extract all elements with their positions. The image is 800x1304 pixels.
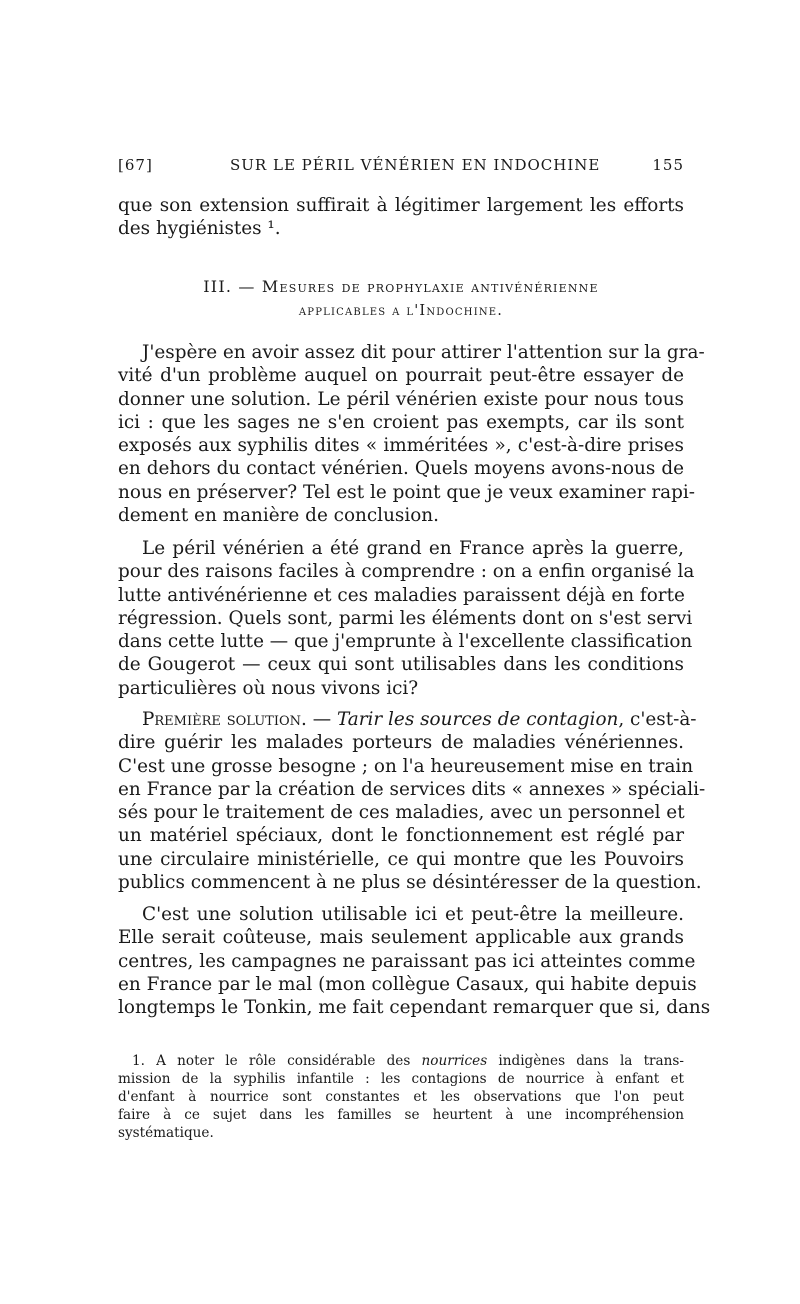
footnote bbox=[118, 1052, 684, 1142]
text-line: en France par le mal (mon collègue Casaux, qui habite depuis bbox=[118, 973, 697, 995]
paragraph-4 bbox=[118, 903, 711, 1019]
text-line: pour des raisons faciles à comprendre : on a enfin organisé la bbox=[118, 561, 695, 583]
text-line: publics commencent à ne plus se désintéresser de la question. bbox=[118, 872, 702, 894]
text-line: régression. Quels sont, parmi les éléments dont on s'est servi bbox=[118, 607, 693, 629]
footnote-line: 1. A noter le rôle considérable des nourrices indigènes dans la trans- bbox=[132, 1053, 684, 1069]
text-line: des hygiénistes ¹. bbox=[118, 218, 281, 240]
footnote-line: faire à ce sujet dans les familles se heurtent à une incompréhension bbox=[118, 1107, 684, 1123]
text-line: longtemps le Tonkin, me fait cependant remarquer que si, dans bbox=[118, 997, 711, 1019]
page-number: 155 bbox=[652, 156, 684, 174]
text-line: nous en préserver? Tel est le point que je veux examiner rapi- bbox=[118, 481, 696, 503]
text-line: lutte antivénérienne et ces maladies paraissent déjà en forte bbox=[118, 584, 685, 606]
text-line: Première solution. — Tarir les sources de contagion, c'est-à- bbox=[142, 709, 697, 730]
footnote-line: mission de la syphilis infantile : les contagions de nourrice à enfant et bbox=[118, 1071, 684, 1087]
text-line: dans cette lutte — que j'emprunte à l'excellente classification bbox=[118, 631, 693, 653]
text-line: de Gougerot — ceux qui sont utilisables dans les conditions bbox=[118, 654, 684, 676]
text-line: donner une solution. Le péril vénérien existe pour nous tous bbox=[118, 388, 684, 410]
solution-title: Tarir les sources de contagion bbox=[336, 709, 619, 730]
text-line: exposés aux syphilis dites « imméritées », c'est-à-dire prises bbox=[118, 435, 684, 457]
footnote-line: systématique. bbox=[118, 1125, 214, 1141]
text-line: Le péril vénérien a été grand en France après la guerre, bbox=[142, 538, 684, 559]
text-line: un matériel spéciaux, dont le fonctionnement est réglé par bbox=[118, 825, 684, 847]
text-line: que son extension suffirait à légitimer largement les efforts bbox=[118, 195, 684, 216]
text-line: sés pour le traitement de ces maladies, avec un personnel et bbox=[118, 802, 685, 824]
text-line: en dehors du contact vénérien. Quels moyens avons-nous de bbox=[118, 458, 684, 480]
section-heading bbox=[118, 274, 684, 324]
solution-label: Première solution. bbox=[142, 709, 307, 730]
text-line: C'est une solution utilisable ici et peut-être la meilleure. bbox=[142, 904, 684, 925]
text-line: en France par la création de services dits « annexes » spéciali- bbox=[118, 778, 706, 800]
text-line: C'est une grosse besogne ; on l'a heureusement mise en train bbox=[118, 755, 694, 777]
paragraph-2 bbox=[118, 537, 695, 700]
text-line: une circulaire ministérielle, ce qui montre que les Pouvoirs bbox=[118, 848, 684, 870]
footnote-line: d'enfant à nourrice sont constantes et les observations que l'on peut bbox=[118, 1089, 684, 1105]
text-line: particulières où nous vivons ici? bbox=[118, 677, 419, 699]
paragraph-1 bbox=[118, 341, 705, 527]
text-line: Elle serait coûteuse, mais seulement applicable aux grands bbox=[118, 927, 684, 949]
text-line: J'espère en avoir assez dit pour attirer l'attention sur la gra- bbox=[142, 342, 705, 363]
section-heading-line: III. — Mesures de prophylaxie antivénérienne bbox=[203, 277, 599, 296]
text-line: centres, les campagnes ne paraissant pas ici atteintes comme bbox=[118, 950, 696, 972]
section-heading-line: applicables a l'Indochine. bbox=[298, 303, 504, 319]
text-line: ici : que les sages ne s'en croient pas exempts, car ils sont bbox=[118, 411, 684, 433]
chapter-number: [67] bbox=[118, 156, 153, 174]
text-line: vité d'un problème auquel on pourrait peut-être essayer de bbox=[118, 365, 684, 387]
intro-paragraph bbox=[118, 194, 684, 241]
paragraph-3 bbox=[118, 708, 706, 894]
text-line: dement en manière de conclusion. bbox=[118, 505, 439, 527]
text-line: dire guérir les malades porteurs de maladies vénériennes. bbox=[118, 732, 684, 754]
running-title: SUR LE PÉRIL VÉNÉRIEN EN INDOCHINE bbox=[230, 156, 601, 174]
